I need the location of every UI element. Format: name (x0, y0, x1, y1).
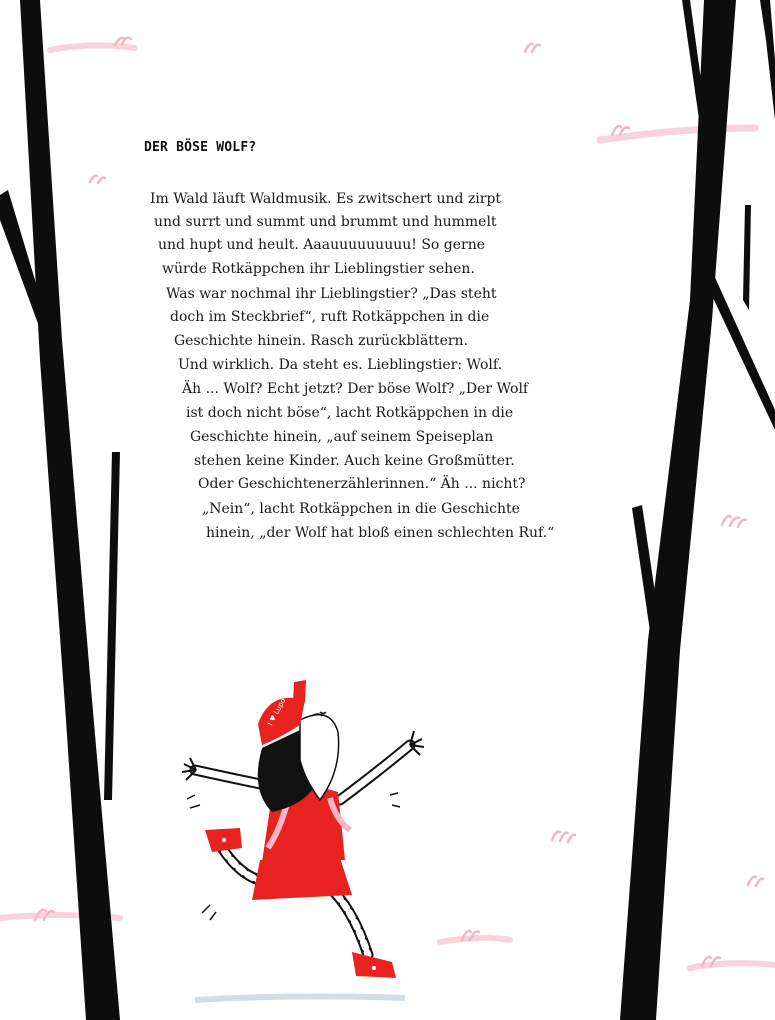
story-line-1: Im Wald läuft Waldmusik. Es zwitschert und zirpt (150, 191, 502, 207)
story-line-8: Und wirklich. Da steht es. Lieblingstier: Wolf. (178, 357, 503, 373)
story-line-3: und hupt und heult. Aaauuuuuuuuu! So gerne (158, 237, 486, 253)
story-title: DER BÖSE WOLF? (144, 140, 257, 155)
ground-shadow (195, 996, 405, 1000)
story-line-7: Geschichte hinein. Rasch zurückblättern. (174, 333, 469, 349)
story-line-15: hinein, „der Wolf hat bloß einen schlechten Ruf.“ (206, 525, 555, 541)
story-line-10: ist doch nicht böse“, lacht Rotkäppchen in die (186, 405, 514, 421)
story-line-6: doch im Steckbrief“, ruft Rotkäppchen in die (170, 309, 490, 325)
story-line-9: Äh ... Wolf? Echt jetzt? Der böse Wolf? „Der Wolf (182, 381, 529, 397)
story-line-11: Geschichte hinein, „auf seinem Speiseplan (190, 429, 494, 445)
story-line-5: Was war nochmal ihr Lieblingstier? „Das steht (166, 286, 497, 302)
story-line-13: Oder Geschichtenerzählerinnen.“ Äh ... nicht? (198, 476, 526, 492)
story-line-12: stehen keine Kinder. Auch keine Großmütter. (194, 453, 515, 469)
story-line-4: würde Rotkäppchen ihr Lieblingstier sehen. (162, 261, 475, 277)
cap-label: I ♥ Lupo (266, 696, 288, 728)
story-line-14: „Nein“, lacht Rotkäppchen in die Geschichte (202, 501, 520, 517)
story-line-2: und surrt und summt und brummt und hummelt (154, 214, 497, 230)
red-riding-hood-figure (182, 680, 424, 978)
